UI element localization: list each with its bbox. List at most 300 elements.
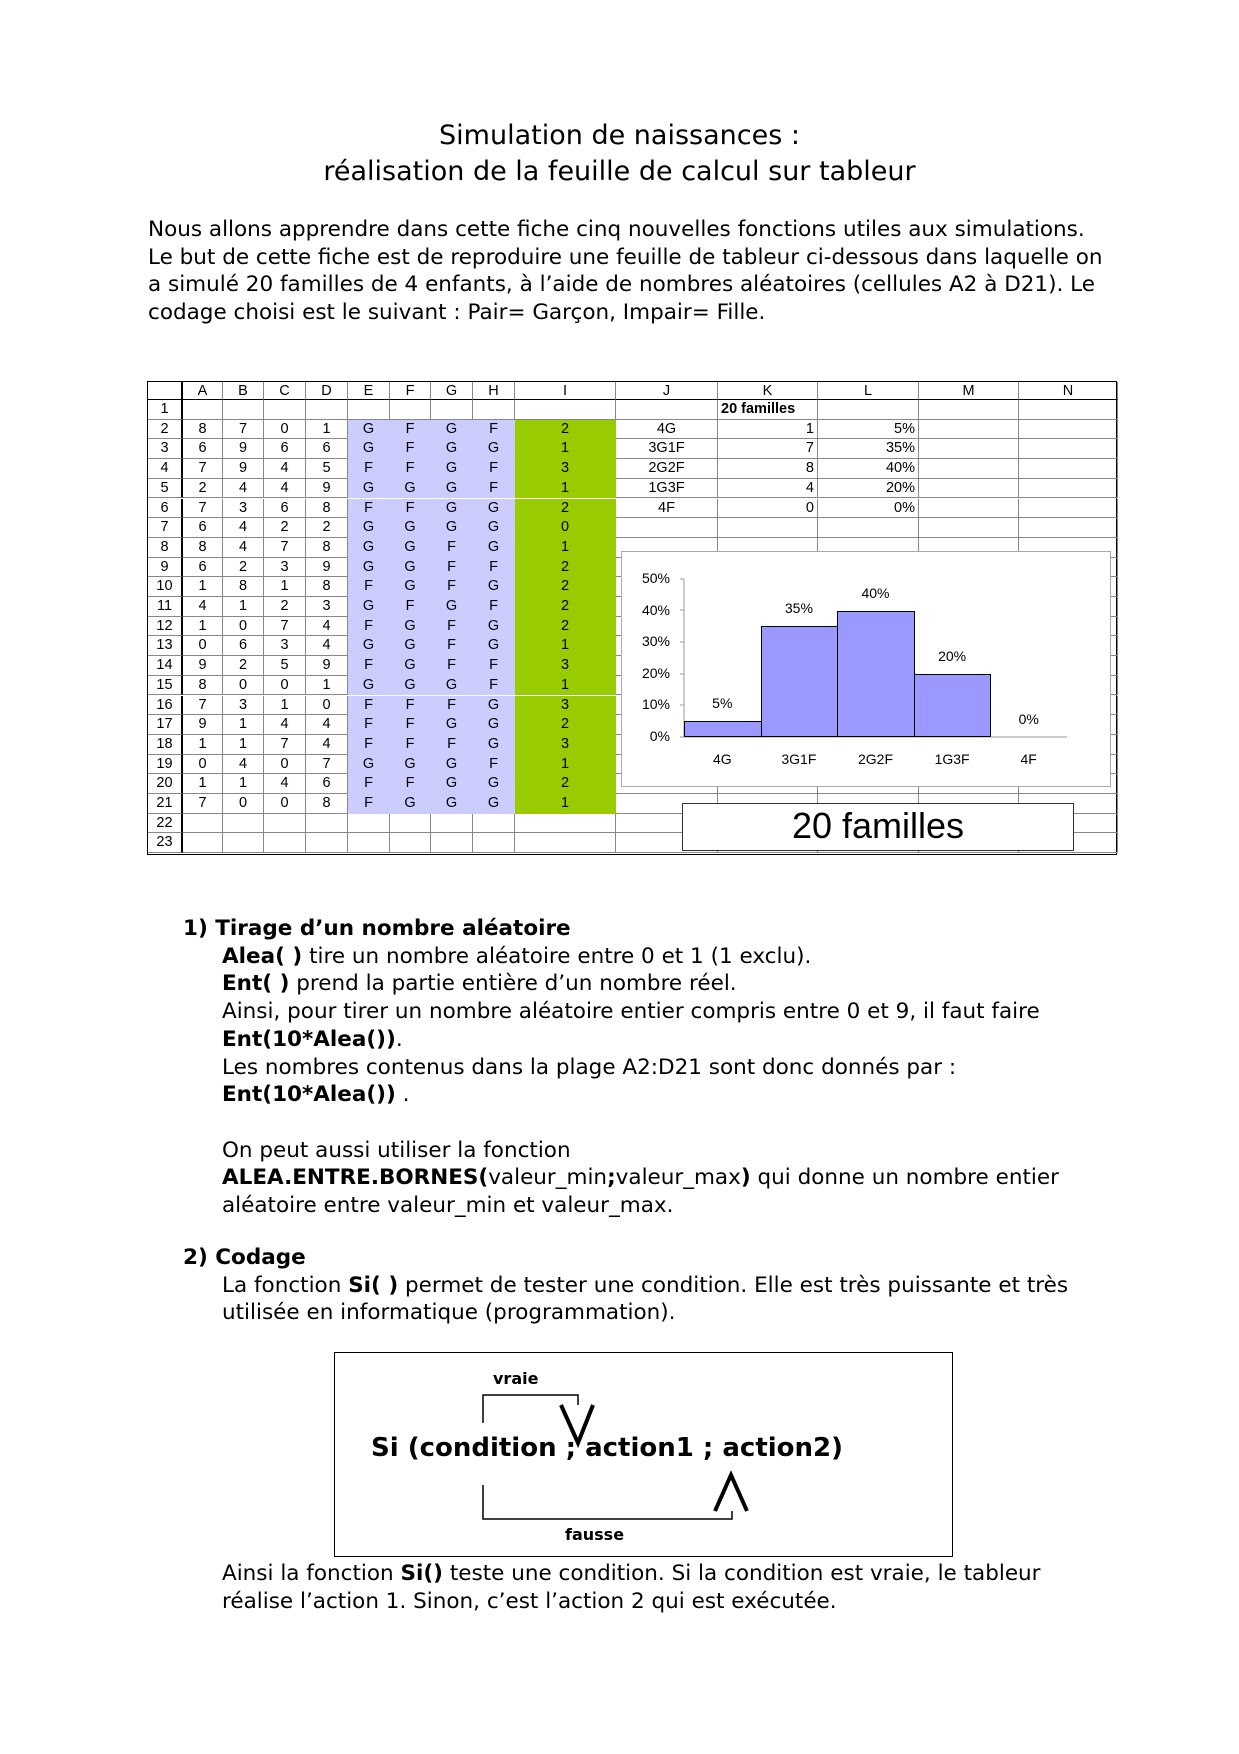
row-header-15[interactable]: 15 bbox=[148, 676, 183, 696]
column-header-L[interactable]: L bbox=[818, 382, 919, 400]
cell-J2[interactable]: 4G bbox=[616, 420, 718, 440]
cell-M1[interactable] bbox=[919, 400, 1019, 420]
cell-E18[interactable]: F bbox=[348, 735, 390, 755]
cell-E10[interactable]: F bbox=[348, 577, 390, 597]
cell-E15[interactable]: G bbox=[348, 676, 390, 696]
cell-J7[interactable] bbox=[616, 518, 718, 538]
cell-E16[interactable]: F bbox=[348, 696, 390, 716]
cell-E21[interactable]: F bbox=[348, 794, 390, 814]
cell-B20[interactable]: 1 bbox=[223, 774, 264, 794]
cell-H12[interactable]: G bbox=[473, 617, 515, 637]
cell-C2[interactable]: 0 bbox=[264, 420, 306, 440]
cell-I8[interactable]: 1 bbox=[515, 538, 616, 558]
cell-E14[interactable]: F bbox=[348, 656, 390, 676]
cell-G19[interactable]: G bbox=[431, 755, 473, 775]
cell-B21[interactable]: 0 bbox=[223, 794, 264, 814]
cell-D16[interactable]: 0 bbox=[306, 696, 348, 716]
cell-D11[interactable]: 3 bbox=[306, 597, 348, 617]
cell-H16[interactable]: G bbox=[473, 696, 515, 716]
cell-D1[interactable] bbox=[306, 400, 348, 420]
cell-G2[interactable]: G bbox=[431, 420, 473, 440]
row-header-10[interactable]: 10 bbox=[148, 577, 183, 597]
cell-A22[interactable] bbox=[183, 814, 223, 834]
cell-E3[interactable]: G bbox=[348, 439, 390, 459]
bornes-arg-max: valeur_max bbox=[615, 1165, 741, 1191]
cell-I20[interactable]: 2 bbox=[515, 774, 616, 794]
cell-G12[interactable]: F bbox=[431, 617, 473, 637]
cell-N7[interactable] bbox=[1019, 518, 1118, 538]
cell-A7[interactable]: 6 bbox=[183, 518, 223, 538]
cell-K3[interactable]: 7 bbox=[718, 439, 818, 459]
cell-C18[interactable]: 7 bbox=[264, 735, 306, 755]
cell-A16[interactable]: 7 bbox=[183, 696, 223, 716]
cell-C3[interactable]: 6 bbox=[264, 439, 306, 459]
column-header-K[interactable]: K bbox=[718, 382, 818, 400]
cell-C13[interactable]: 3 bbox=[264, 636, 306, 656]
intro-paragraph-1: Nous allons apprendre dans cette fiche cinq nouvelles fonctions utiles aux simulations. bbox=[148, 217, 1085, 242]
cell-A20[interactable]: 1 bbox=[183, 774, 223, 794]
cell-H21[interactable]: G bbox=[473, 794, 515, 814]
cell-H10[interactable]: G bbox=[473, 577, 515, 597]
cell-E22[interactable] bbox=[348, 814, 390, 834]
cell-G18[interactable]: F bbox=[431, 735, 473, 755]
cell-I4[interactable]: 3 bbox=[515, 459, 616, 479]
cell-E12[interactable]: F bbox=[348, 617, 390, 637]
cell-C1[interactable] bbox=[264, 400, 306, 420]
cell-I15[interactable]: 1 bbox=[515, 676, 616, 696]
cell-I21[interactable]: 1 bbox=[515, 794, 616, 814]
cell-I12[interactable]: 2 bbox=[515, 617, 616, 637]
cell-I2[interactable]: 2 bbox=[515, 420, 616, 440]
cell-G1[interactable] bbox=[431, 400, 473, 420]
cell-H20[interactable]: G bbox=[473, 774, 515, 794]
row-header-19[interactable]: 19 bbox=[148, 755, 183, 775]
cell-K4[interactable]: 8 bbox=[718, 459, 818, 479]
cell-D9[interactable]: 9 bbox=[306, 558, 348, 578]
cell-I14[interactable]: 3 bbox=[515, 656, 616, 676]
cell-H23[interactable] bbox=[473, 833, 515, 853]
cell-B5[interactable]: 4 bbox=[223, 479, 264, 499]
cell-J4[interactable]: 2G2F bbox=[616, 459, 718, 479]
cell-A2[interactable]: 8 bbox=[183, 420, 223, 440]
cell-H2[interactable]: F bbox=[473, 420, 515, 440]
column-header-E[interactable]: E bbox=[348, 382, 390, 400]
cell-D15[interactable]: 1 bbox=[306, 676, 348, 696]
cell-C16[interactable]: 1 bbox=[264, 696, 306, 716]
cell-F14[interactable]: G bbox=[390, 656, 431, 676]
cell-H8[interactable]: G bbox=[473, 538, 515, 558]
cell-D2[interactable]: 1 bbox=[306, 420, 348, 440]
cell-G23[interactable] bbox=[431, 833, 473, 853]
cell-I23[interactable] bbox=[515, 833, 616, 853]
cell-A10[interactable]: 1 bbox=[183, 577, 223, 597]
cell-G13[interactable]: F bbox=[431, 636, 473, 656]
row-header-17[interactable]: 17 bbox=[148, 715, 183, 735]
cell-J3[interactable]: 3G1F bbox=[616, 439, 718, 459]
cell-H1[interactable] bbox=[473, 400, 515, 420]
cell-F8[interactable]: G bbox=[390, 538, 431, 558]
cell-C9[interactable]: 3 bbox=[264, 558, 306, 578]
column-header-C[interactable]: C bbox=[264, 382, 306, 400]
cell-I3[interactable]: 1 bbox=[515, 439, 616, 459]
alea-description: tire un nombre aléatoire entre 0 et 1 (1 exclu). bbox=[302, 943, 812, 969]
cell-I6[interactable]: 2 bbox=[515, 499, 616, 519]
si-outro-pre: Ainsi la fonction bbox=[222, 1561, 401, 1586]
cell-A18[interactable]: 1 bbox=[183, 735, 223, 755]
cell-B12[interactable]: 0 bbox=[223, 617, 264, 637]
row-header-3[interactable]: 3 bbox=[148, 439, 183, 459]
cell-I13[interactable]: 1 bbox=[515, 636, 616, 656]
row-header-9[interactable]: 9 bbox=[148, 558, 183, 578]
title-line-2: réalisation de la feuille de calcul sur tableur bbox=[323, 156, 916, 187]
cell-D21[interactable]: 8 bbox=[306, 794, 348, 814]
intro-paragraph-2: Le but de cette fiche est de reproduire une feuille de tableur ci-dessous dans laquelle on a simulé 20 familles de 4 enfants, à l’aide de nombres aléatoires (cellules A2 à D21). Le codage choisi est le suivant : Pair= Garçon, Impair= Fille. bbox=[148, 244, 1103, 325]
cell-E1[interactable] bbox=[348, 400, 390, 420]
cell-D3[interactable]: 6 bbox=[306, 439, 348, 459]
cell-D14[interactable]: 9 bbox=[306, 656, 348, 676]
cell-J6[interactable]: 4F bbox=[616, 499, 718, 519]
column-header-N[interactable]: N bbox=[1019, 382, 1118, 400]
cell-D17[interactable]: 4 bbox=[306, 715, 348, 735]
cell-L3[interactable]: 35% bbox=[818, 439, 919, 459]
cell-E5[interactable]: G bbox=[348, 479, 390, 499]
cell-K5[interactable]: 4 bbox=[718, 479, 818, 499]
cell-N4[interactable] bbox=[1019, 459, 1118, 479]
cell-C14[interactable]: 5 bbox=[264, 656, 306, 676]
cell-M3[interactable] bbox=[919, 439, 1019, 459]
cell-K7[interactable] bbox=[718, 518, 818, 538]
cell-N5[interactable] bbox=[1019, 479, 1118, 499]
cell-C7[interactable]: 2 bbox=[264, 518, 306, 538]
cell-N2[interactable] bbox=[1019, 420, 1118, 440]
cell-E2[interactable]: G bbox=[348, 420, 390, 440]
cell-F3[interactable]: F bbox=[390, 439, 431, 459]
cell-C23[interactable] bbox=[264, 833, 306, 853]
cell-F20[interactable]: F bbox=[390, 774, 431, 794]
cell-G14[interactable]: F bbox=[431, 656, 473, 676]
cell-C10[interactable]: 1 bbox=[264, 577, 306, 597]
row-header-12[interactable]: 12 bbox=[148, 617, 183, 637]
cell-B10[interactable]: 8 bbox=[223, 577, 264, 597]
cell-H15[interactable]: F bbox=[473, 676, 515, 696]
cell-C19[interactable]: 0 bbox=[264, 755, 306, 775]
row-header-7[interactable]: 7 bbox=[148, 518, 183, 538]
row-header-8[interactable]: 8 bbox=[148, 538, 183, 558]
y-tick-label: 10% bbox=[641, 696, 670, 713]
cell-A11[interactable]: 4 bbox=[183, 597, 223, 617]
cell-I16[interactable]: 3 bbox=[515, 696, 616, 716]
cell-C21[interactable]: 0 bbox=[264, 794, 306, 814]
cell-N3[interactable] bbox=[1019, 439, 1118, 459]
cell-A14[interactable]: 9 bbox=[183, 656, 223, 676]
cell-G4[interactable]: G bbox=[431, 459, 473, 479]
cell-H11[interactable]: F bbox=[473, 597, 515, 617]
cell-B15[interactable]: 0 bbox=[223, 676, 264, 696]
row-header-23[interactable]: 23 bbox=[148, 833, 183, 853]
column-header-D[interactable]: D bbox=[306, 382, 348, 400]
cell-C5[interactable]: 4 bbox=[264, 479, 306, 499]
cell-B18[interactable]: 1 bbox=[223, 735, 264, 755]
cell-B2[interactable]: 7 bbox=[223, 420, 264, 440]
cell-B23[interactable] bbox=[223, 833, 264, 853]
section-random-draw bbox=[183, 915, 1083, 1220]
cell-I5[interactable]: 1 bbox=[515, 479, 616, 499]
cell-D20[interactable]: 6 bbox=[306, 774, 348, 794]
cell-F19[interactable]: G bbox=[390, 755, 431, 775]
cell-F16[interactable]: F bbox=[390, 696, 431, 716]
cell-N1[interactable] bbox=[1019, 400, 1118, 420]
cell-M2[interactable] bbox=[919, 420, 1019, 440]
cell-G7[interactable]: G bbox=[431, 518, 473, 538]
column-header-A[interactable]: A bbox=[183, 382, 223, 400]
cell-H17[interactable]: G bbox=[473, 715, 515, 735]
cell-I9[interactable]: 2 bbox=[515, 558, 616, 578]
cell-G11[interactable]: G bbox=[431, 597, 473, 617]
cell-G17[interactable]: G bbox=[431, 715, 473, 735]
cell-C12[interactable]: 7 bbox=[264, 617, 306, 637]
cell-H14[interactable]: F bbox=[473, 656, 515, 676]
cell-F21[interactable]: G bbox=[390, 794, 431, 814]
cell-E20[interactable]: F bbox=[348, 774, 390, 794]
cell-E7[interactable]: G bbox=[348, 518, 390, 538]
column-header-M[interactable]: M bbox=[919, 382, 1019, 400]
cell-H6[interactable]: G bbox=[473, 499, 515, 519]
cell-A1[interactable] bbox=[183, 400, 223, 420]
cell-B7[interactable]: 4 bbox=[223, 518, 264, 538]
cell-I22[interactable] bbox=[515, 814, 616, 834]
cell-H7[interactable]: G bbox=[473, 518, 515, 538]
cell-E4[interactable]: F bbox=[348, 459, 390, 479]
cell-B22[interactable] bbox=[223, 814, 264, 834]
cell-F23[interactable] bbox=[390, 833, 431, 853]
cell-D8[interactable]: 8 bbox=[306, 538, 348, 558]
cell-L1[interactable] bbox=[818, 400, 919, 420]
cell-D12[interactable]: 4 bbox=[306, 617, 348, 637]
column-header-B[interactable]: B bbox=[223, 382, 264, 400]
row-header-2[interactable]: 2 bbox=[148, 420, 183, 440]
cell-L6[interactable]: 0% bbox=[818, 499, 919, 519]
cell-C15[interactable]: 0 bbox=[264, 676, 306, 696]
cell-L7[interactable] bbox=[818, 518, 919, 538]
cell-E19[interactable]: G bbox=[348, 755, 390, 775]
cell-D6[interactable]: 8 bbox=[306, 499, 348, 519]
cell-C11[interactable]: 2 bbox=[264, 597, 306, 617]
cell-F5[interactable]: G bbox=[390, 479, 431, 499]
cell-H19[interactable]: F bbox=[473, 755, 515, 775]
column-header-J[interactable]: J bbox=[616, 382, 718, 400]
row-header-18[interactable]: 18 bbox=[148, 735, 183, 755]
column-header-I[interactable]: I bbox=[515, 382, 616, 400]
cell-H4[interactable]: F bbox=[473, 459, 515, 479]
cell-H3[interactable]: G bbox=[473, 439, 515, 459]
cell-I7[interactable]: 0 bbox=[515, 518, 616, 538]
cell-C22[interactable] bbox=[264, 814, 306, 834]
cell-L2[interactable]: 5% bbox=[818, 420, 919, 440]
cell-G22[interactable] bbox=[431, 814, 473, 834]
cell-D5[interactable]: 9 bbox=[306, 479, 348, 499]
cell-D22[interactable] bbox=[306, 814, 348, 834]
row-header-13[interactable]: 13 bbox=[148, 636, 183, 656]
cell-C17[interactable]: 4 bbox=[264, 715, 306, 735]
cell-G9[interactable]: F bbox=[431, 558, 473, 578]
cell-B17[interactable]: 1 bbox=[223, 715, 264, 735]
cell-A13[interactable]: 0 bbox=[183, 636, 223, 656]
cell-G8[interactable]: F bbox=[431, 538, 473, 558]
cell-I19[interactable]: 1 bbox=[515, 755, 616, 775]
cell-K2[interactable]: 1 bbox=[718, 420, 818, 440]
x-tick-label: 3G1F bbox=[781, 751, 817, 767]
cell-F1[interactable] bbox=[390, 400, 431, 420]
cell-A17[interactable]: 9 bbox=[183, 715, 223, 735]
cell-A3[interactable]: 6 bbox=[183, 439, 223, 459]
cell-I17[interactable]: 2 bbox=[515, 715, 616, 735]
cell-F10[interactable]: G bbox=[390, 577, 431, 597]
row-header-11[interactable]: 11 bbox=[148, 597, 183, 617]
cell-N6[interactable] bbox=[1019, 499, 1118, 519]
cell-B1[interactable] bbox=[223, 400, 264, 420]
cell-H13[interactable]: G bbox=[473, 636, 515, 656]
cell-A12[interactable]: 1 bbox=[183, 617, 223, 637]
cell-H9[interactable]: F bbox=[473, 558, 515, 578]
cell-F9[interactable]: G bbox=[390, 558, 431, 578]
cell-M6[interactable] bbox=[919, 499, 1019, 519]
row-header-1[interactable]: 1 bbox=[148, 400, 183, 420]
row-header-22[interactable]: 22 bbox=[148, 814, 183, 834]
cell-E13[interactable]: G bbox=[348, 636, 390, 656]
cell-F22[interactable] bbox=[390, 814, 431, 834]
cell-F13[interactable]: G bbox=[390, 636, 431, 656]
row-header-16[interactable]: 16 bbox=[148, 696, 183, 716]
si-function-2: Si() bbox=[400, 1561, 444, 1586]
column-header-H[interactable]: H bbox=[473, 382, 515, 400]
cell-A4[interactable]: 7 bbox=[183, 459, 223, 479]
cell-K6[interactable]: 0 bbox=[718, 499, 818, 519]
cell-F17[interactable]: F bbox=[390, 715, 431, 735]
cell-F4[interactable]: F bbox=[390, 459, 431, 479]
cell-H18[interactable]: G bbox=[473, 735, 515, 755]
cell-A8[interactable]: 8 bbox=[183, 538, 223, 558]
cell-A23[interactable] bbox=[183, 833, 223, 853]
cell-D10[interactable]: 8 bbox=[306, 577, 348, 597]
cell-B9[interactable]: 2 bbox=[223, 558, 264, 578]
cell-G5[interactable]: G bbox=[431, 479, 473, 499]
cell-C4[interactable]: 4 bbox=[264, 459, 306, 479]
cell-B4[interactable]: 9 bbox=[223, 459, 264, 479]
cell-D4[interactable]: 5 bbox=[306, 459, 348, 479]
cell-G16[interactable]: F bbox=[431, 696, 473, 716]
cell-C8[interactable]: 7 bbox=[264, 538, 306, 558]
cell-B16[interactable]: 3 bbox=[223, 696, 264, 716]
row-header-21[interactable]: 21 bbox=[148, 794, 183, 814]
cell-L5[interactable]: 20% bbox=[818, 479, 919, 499]
cell-A19[interactable]: 0 bbox=[183, 755, 223, 775]
cell-B3[interactable]: 9 bbox=[223, 439, 264, 459]
cell-I18[interactable]: 3 bbox=[515, 735, 616, 755]
y-tick-label: 40% bbox=[641, 601, 670, 618]
cell-D7[interactable]: 2 bbox=[306, 518, 348, 538]
cell-F15[interactable]: G bbox=[390, 676, 431, 696]
cell-B19[interactable]: 4 bbox=[223, 755, 264, 775]
cell-F7[interactable]: G bbox=[390, 518, 431, 538]
cell-G20[interactable]: G bbox=[431, 774, 473, 794]
cell-C6[interactable]: 6 bbox=[264, 499, 306, 519]
cell-F18[interactable]: F bbox=[390, 735, 431, 755]
cell-D18[interactable]: 4 bbox=[306, 735, 348, 755]
cell-D13[interactable]: 4 bbox=[306, 636, 348, 656]
cell-M4[interactable] bbox=[919, 459, 1019, 479]
cell-B6[interactable]: 3 bbox=[223, 499, 264, 519]
cell-E17[interactable]: F bbox=[348, 715, 390, 735]
alea-entre-bornes-function: ALEA.ENTRE.BORNES( bbox=[222, 1165, 489, 1191]
x-tick-label: 4F bbox=[1020, 751, 1037, 767]
cell-F12[interactable]: G bbox=[390, 617, 431, 637]
cell-I11[interactable]: 2 bbox=[515, 597, 616, 617]
cell-G15[interactable]: G bbox=[431, 676, 473, 696]
cell-E6[interactable]: F bbox=[348, 499, 390, 519]
cell-A15[interactable]: 8 bbox=[183, 676, 223, 696]
cell-B13[interactable]: 6 bbox=[223, 636, 264, 656]
cell-I10[interactable]: 2 bbox=[515, 577, 616, 597]
cell-K1[interactable]: 20 familles bbox=[718, 400, 818, 420]
cell-E23[interactable] bbox=[348, 833, 390, 853]
row-header-14[interactable]: 14 bbox=[148, 656, 183, 676]
cell-G3[interactable]: G bbox=[431, 439, 473, 459]
cell-A6[interactable]: 7 bbox=[183, 499, 223, 519]
column-header-F[interactable]: F bbox=[390, 382, 431, 400]
corner-cell[interactable] bbox=[148, 382, 183, 400]
cell-C20[interactable]: 4 bbox=[264, 774, 306, 794]
cell-A9[interactable]: 6 bbox=[183, 558, 223, 578]
cell-E9[interactable]: G bbox=[348, 558, 390, 578]
data-label: 0% bbox=[1018, 711, 1039, 727]
bornes-separator: ; bbox=[607, 1165, 616, 1191]
column-header-G[interactable]: G bbox=[431, 382, 473, 400]
cell-E11[interactable]: G bbox=[348, 597, 390, 617]
row-header-5[interactable]: 5 bbox=[148, 479, 183, 499]
cell-B11[interactable]: 1 bbox=[223, 597, 264, 617]
bornes-description: qui donne un nombre entier aléatoire entre valeur_min et valeur_max. bbox=[222, 1165, 1059, 1219]
cell-M5[interactable] bbox=[919, 479, 1019, 499]
cell-F2[interactable]: F bbox=[390, 420, 431, 440]
cell-G6[interactable]: G bbox=[431, 499, 473, 519]
cell-H5[interactable]: F bbox=[473, 479, 515, 499]
bornes-close-paren: ) bbox=[740, 1165, 751, 1191]
y-tick-label: 30% bbox=[641, 633, 670, 650]
cell-M7[interactable] bbox=[919, 518, 1019, 538]
cell-H22[interactable] bbox=[473, 814, 515, 834]
cell-A5[interactable]: 2 bbox=[183, 479, 223, 499]
cell-D19[interactable]: 7 bbox=[306, 755, 348, 775]
row-header-6[interactable]: 6 bbox=[148, 499, 183, 519]
cell-L4[interactable]: 40% bbox=[818, 459, 919, 479]
cell-G10[interactable]: F bbox=[431, 577, 473, 597]
cell-F11[interactable]: F bbox=[390, 597, 431, 617]
intro-text bbox=[148, 216, 1108, 326]
cell-B14[interactable]: 2 bbox=[223, 656, 264, 676]
cell-J5[interactable]: 1G3F bbox=[616, 479, 718, 499]
row-header-4[interactable]: 4 bbox=[148, 459, 183, 479]
cell-F6[interactable]: F bbox=[390, 499, 431, 519]
cell-D23[interactable] bbox=[306, 833, 348, 853]
cell-B8[interactable]: 4 bbox=[223, 538, 264, 558]
cell-G21[interactable]: G bbox=[431, 794, 473, 814]
cell-J1[interactable] bbox=[616, 400, 718, 420]
cell-A21[interactable]: 7 bbox=[183, 794, 223, 814]
period-2: . bbox=[395, 1082, 410, 1108]
cell-E8[interactable]: G bbox=[348, 538, 390, 558]
row-header-20[interactable]: 20 bbox=[148, 774, 183, 794]
cell-I1[interactable] bbox=[515, 400, 616, 420]
